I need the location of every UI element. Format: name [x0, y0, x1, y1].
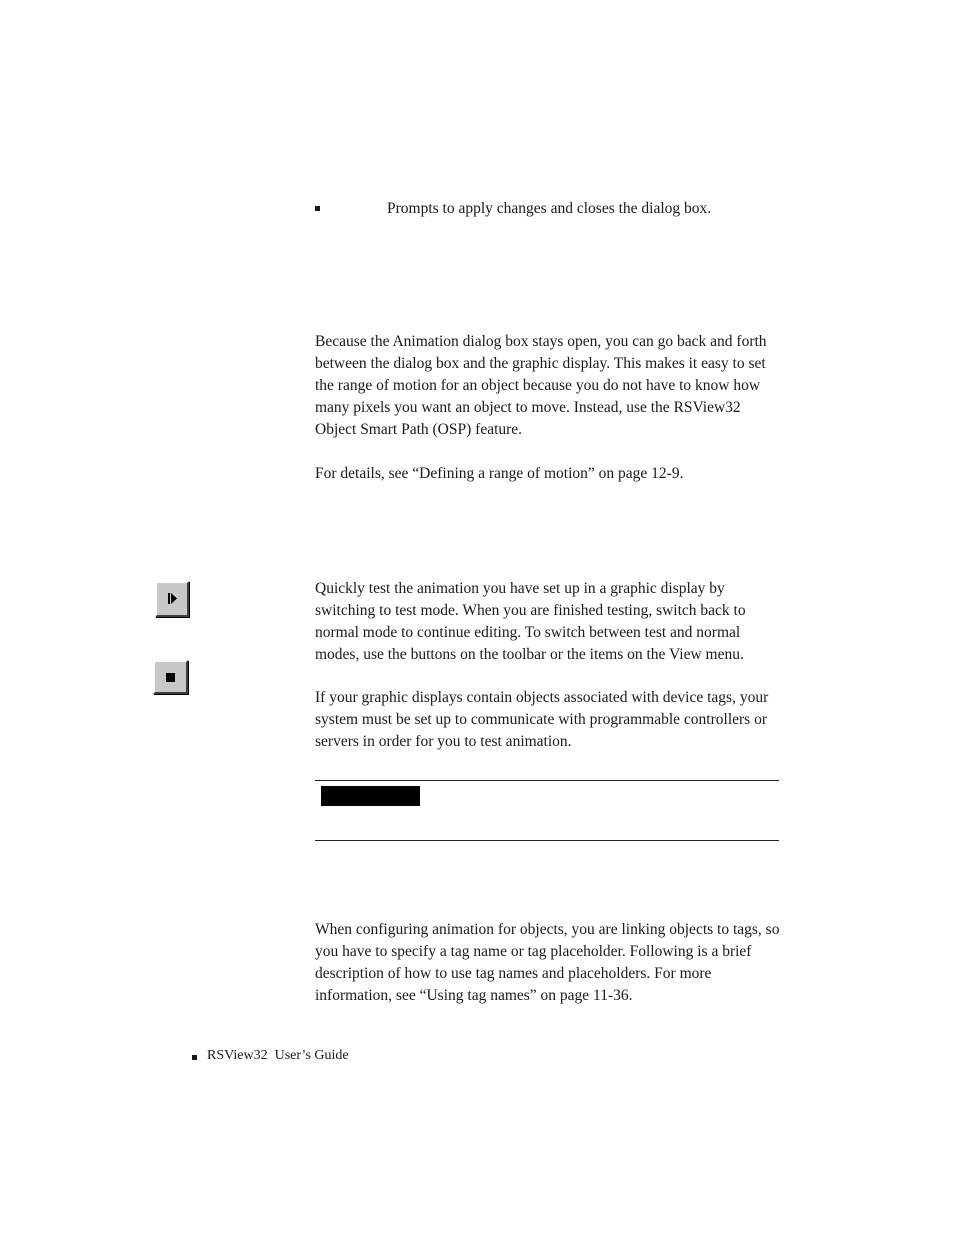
tip-bottom-rule: [315, 840, 779, 841]
test-mode-paragraph: Quickly test the animation you have set up in a graphic display by switching to test mode. When you are finished testing, switch back to normal mode to continue editing. To switch between test and normal modes, use the buttons on the toolbar or the items on the View menu.: [315, 580, 746, 663]
list-item-text: Prompts to apply changes and closes the dialog box.: [387, 200, 712, 217]
osp-details-paragraph: For details, see “Defining a range of motion” on page 12-9.: [315, 465, 684, 482]
stop-mode-button[interactable]: [153, 660, 188, 694]
footer-marker: [192, 1055, 197, 1060]
footer-title: RSView32 User’s Guide: [207, 1048, 349, 1063]
test-mode-icon: [157, 583, 187, 615]
tip-top-rule: [315, 780, 779, 781]
bullet-marker: [315, 206, 320, 211]
tip-label-tab: [321, 786, 420, 806]
stop-icon: [155, 662, 186, 692]
tags-paragraph: When configuring animation for objects, you are linking objects to tags, so you have to specify a tag name or tag placeholder. Following is a brief description of how to use tag names and placeholders. For more information, see “Using tag names” on page 11-36.: [315, 921, 780, 1004]
test-mode-button[interactable]: [155, 581, 189, 617]
osp-paragraph: Because the Animation dialog box stays open, you can go back and forth between the dialog box and the graphic display. This makes it easy to set the range of motion for an object because you do not have to know how many pixels you want an object to move. Instead, use the RSView32 Object Smart Path (OSP) feature.: [315, 333, 767, 438]
device-tags-paragraph: If your graphic displays contain objects associated with device tags, your system must be set up to communicate with programmable controllers or servers in order for you to test animation.: [315, 689, 769, 750]
